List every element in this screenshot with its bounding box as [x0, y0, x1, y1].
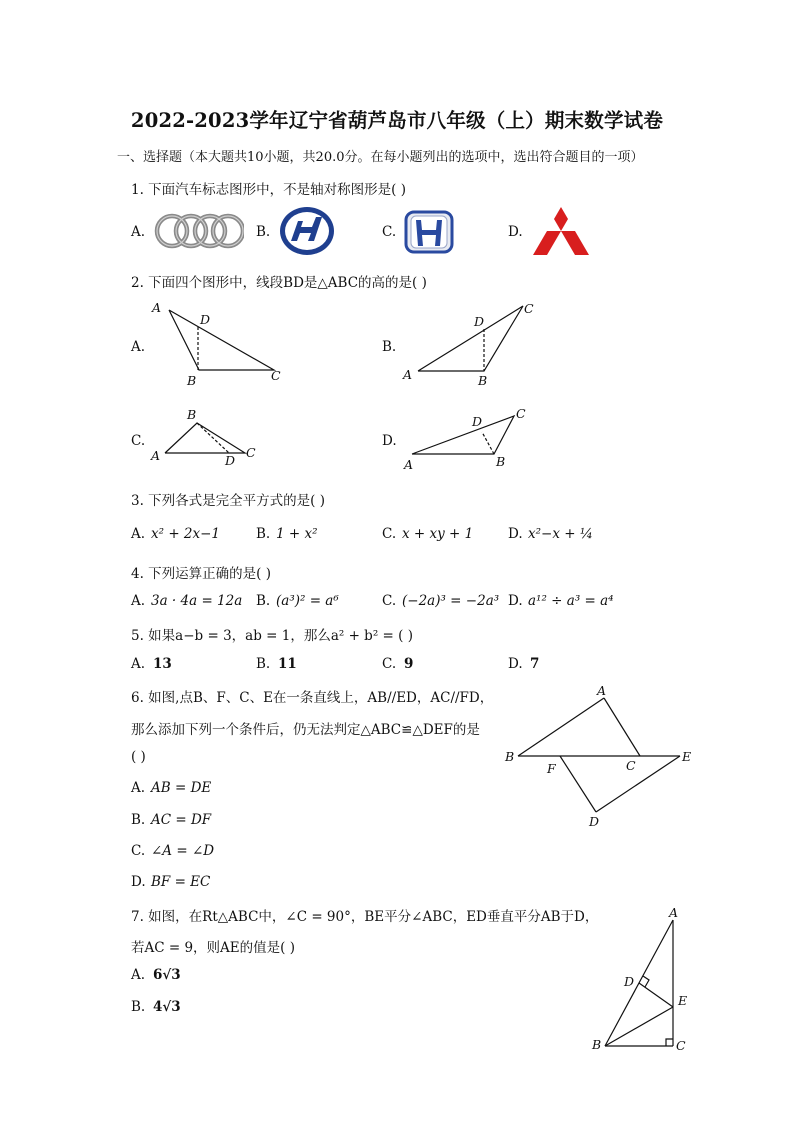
q4-option-b: (a³)² = a⁶ [276, 593, 339, 609]
q2-label-a: A. [131, 339, 146, 355]
q7-point-d: D [624, 974, 635, 989]
q7-point-b: B [592, 1037, 602, 1052]
q2a-point-c: C [271, 368, 281, 383]
audi-logo-icon [152, 209, 244, 253]
q2-stem: 2. 下面四个图形中，线段BD是△ABC的高的是( ) [131, 275, 427, 291]
q7-stem-line1: 7. 如图，在Rt△ABC中，∠C = 90°，BE平分∠ABC，ED垂直平分AB于D， [131, 909, 599, 925]
q4-label-a: A. [131, 593, 146, 609]
q6-option-c: ∠A = ∠D [151, 843, 215, 859]
q1-label-b: B. [256, 224, 271, 240]
q6-option-b: AC = DF [151, 812, 212, 828]
q7-label-b: B. [131, 999, 146, 1015]
q2d-point-d: D [472, 414, 483, 429]
q5-option-b: 11 [278, 656, 297, 672]
q7-point-c: C [676, 1038, 686, 1053]
q6-option-a: AB = DE [151, 780, 212, 796]
q4-stem: 4. 下列运算正确的是( ) [131, 566, 271, 582]
q6-figure [500, 680, 705, 830]
q6-point-d: D [589, 814, 600, 829]
q2c-point-c: C [246, 445, 256, 460]
q3-option-d: x²−x + ¼ [528, 526, 593, 542]
q6-label-d: D. [131, 874, 146, 890]
q5-stem: 5. 如果a−b = 3，ab = 1，那么a² + b² = ( ) [131, 628, 413, 644]
q2a-point-b: B [187, 373, 197, 388]
q2d-point-c: C [516, 406, 526, 421]
q5-option-d: 7 [530, 656, 540, 672]
q2b-point-a: A [403, 367, 413, 382]
page-title: 2022-2023学年辽宁省葫芦岛市八年级（上）期末数学试卷 [130, 109, 664, 132]
q2d-point-b: B [496, 454, 506, 469]
section-heading: 一、选择题（本大题共10小题，共20.0分。在每小题列出的选项中，选出符合题目的一项） [117, 150, 644, 165]
q7-option-a: 6√3 [153, 967, 181, 983]
q4-option-c: (−2a)³ = −2a³ [402, 593, 500, 609]
q6-stem-line2: 那么添加下列一个条件后，仍无法判定△ABC≌△DEF的是 [131, 722, 480, 738]
q6-label-a: A. [131, 780, 146, 796]
q2c-point-d: D [225, 453, 236, 468]
q6-point-c: C [626, 758, 636, 773]
q4-label-c: C. [382, 593, 397, 609]
q7-option-b: 4√3 [153, 999, 181, 1015]
hyundai-logo-icon [278, 205, 336, 257]
q7-figure [588, 900, 698, 1060]
q5-label-b: B. [256, 656, 271, 672]
q1-label-c: C. [382, 224, 397, 240]
mitsubishi-logo-icon [532, 206, 590, 256]
q3-label-c: C. [382, 526, 397, 542]
q7-label-a: A. [131, 967, 146, 983]
q5-option-a: 13 [153, 656, 172, 672]
honda-logo-icon [404, 210, 454, 254]
q2d-point-a: A [404, 457, 414, 472]
q2-figure-d [398, 402, 548, 474]
q1-label-a: A. [131, 224, 146, 240]
q6-option-d: BF = EC [151, 874, 211, 890]
q7-point-e: E [678, 993, 688, 1008]
q6-label-c: C. [131, 843, 146, 859]
q2b-point-d: D [474, 314, 485, 329]
q3-option-c: x + xy + 1 [402, 526, 474, 542]
q6-stem-line1: 6. 如图,点B、F、C、E在一条直线上，AB//ED，AC//FD， [131, 690, 494, 706]
q2-figure-c [145, 402, 270, 472]
q5-label-d: D. [508, 656, 523, 672]
q3-option-a: x² + 2x−1 [151, 526, 221, 542]
q2a-point-d: D [200, 312, 211, 327]
q3-option-b: 1 + x² [276, 526, 318, 542]
q3-label-d: D. [508, 526, 523, 542]
q2-label-b: B. [382, 339, 397, 355]
q4-option-a: 3a · 4a = 12a [151, 593, 243, 609]
q5-label-c: C. [382, 656, 397, 672]
q7-point-a: A [669, 905, 679, 920]
q3-label-b: B. [256, 526, 271, 542]
q2-label-d: D. [382, 433, 397, 449]
q2-figure-a [145, 296, 295, 388]
q5-option-c: 9 [404, 656, 414, 672]
q2a-point-a: A [152, 300, 162, 315]
q2b-point-b: B [478, 373, 488, 388]
q4-option-d: a¹² ÷ a³ = a⁴ [528, 593, 614, 609]
q3-label-a: A. [131, 526, 146, 542]
q6-label-b: B. [131, 812, 146, 828]
q4-label-b: B. [256, 593, 271, 609]
q6-point-e: E [682, 749, 692, 764]
q6-point-f: F [547, 761, 556, 776]
q1-label-d: D. [508, 224, 523, 240]
q2c-point-b: B [187, 407, 197, 422]
q6-point-b: B [505, 749, 515, 764]
q2-figure-b [398, 296, 548, 388]
q7-stem-line2: 若AC = 9，则AE的值是( ) [131, 940, 295, 956]
q2-label-c: C. [131, 433, 146, 449]
q3-stem: 3. 下列各式是完全平方式的是( ) [131, 493, 325, 509]
q2b-point-c: C [524, 301, 534, 316]
q4-label-d: D. [508, 593, 523, 609]
q5-label-a: A. [131, 656, 146, 672]
q6-stem-line3: ( ) [131, 749, 146, 765]
q2c-point-a: A [151, 448, 161, 463]
q1-stem: 1. 下面汽车标志图形中，不是轴对称图形是( ) [131, 182, 406, 198]
q6-point-a: A [597, 683, 607, 698]
